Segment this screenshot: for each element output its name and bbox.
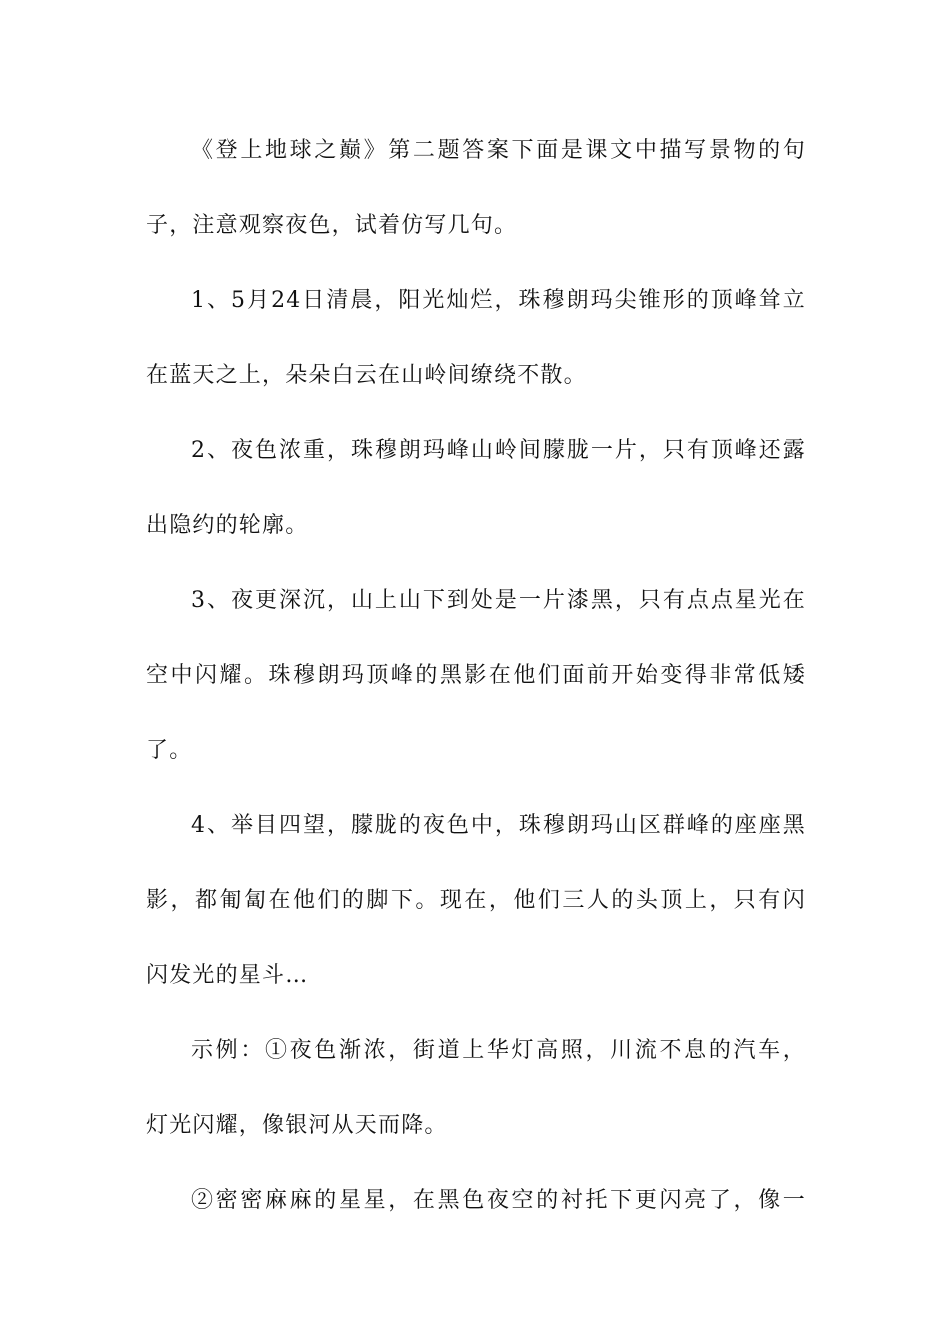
text-line-item-2: 2、夜色浓重，珠穆朗玛峰山岭间朦胧一片，只有顶峰还露 <box>191 438 806 463</box>
text-line: 子，注意观察夜色，试着仿写几句。 <box>146 213 518 238</box>
text-line: 了。 <box>146 738 193 763</box>
text-line-item-4: 4、举目四望，朦胧的夜色中，珠穆朗玛山区群峰的座座黑 <box>191 813 806 838</box>
text-line: 灯光闪耀，像银河从天而降。 <box>146 1113 448 1138</box>
text-line: 在蓝天之上，朵朵白云在山岭间缭绕不散。 <box>146 363 587 388</box>
text-line: 出隐约的轮廓。 <box>146 513 309 538</box>
text-line-item-3: 3、夜更深沉，山上山下到处是一片漆黑，只有点点星光在 <box>191 588 806 613</box>
text-line-example: 示例：①夜色渐浓，街道上华灯高照，川流不息的汽车， <box>191 1038 806 1063</box>
text-line-example-2: ②密密麻麻的星星，在黑色夜空的衬托下更闪亮了，像一 <box>191 1188 806 1213</box>
text-line-title: 《登上地球之巅》第二题答案下面是课文中描写景物的句 <box>191 138 806 163</box>
text-line: 影，都匍匐在他们的脚下。现在，他们三人的头顶上，只有闪 <box>146 888 806 913</box>
text-line: 空中闪耀。珠穆朗玛顶峰的黑影在他们面前开始变得非常低矮 <box>146 663 806 688</box>
text-line-item-1: 1、5月24日清晨，阳光灿烂，珠穆朗玛尖锥形的顶峰耸立 <box>191 288 806 313</box>
text-line: 闪发光的星斗… <box>146 963 309 988</box>
